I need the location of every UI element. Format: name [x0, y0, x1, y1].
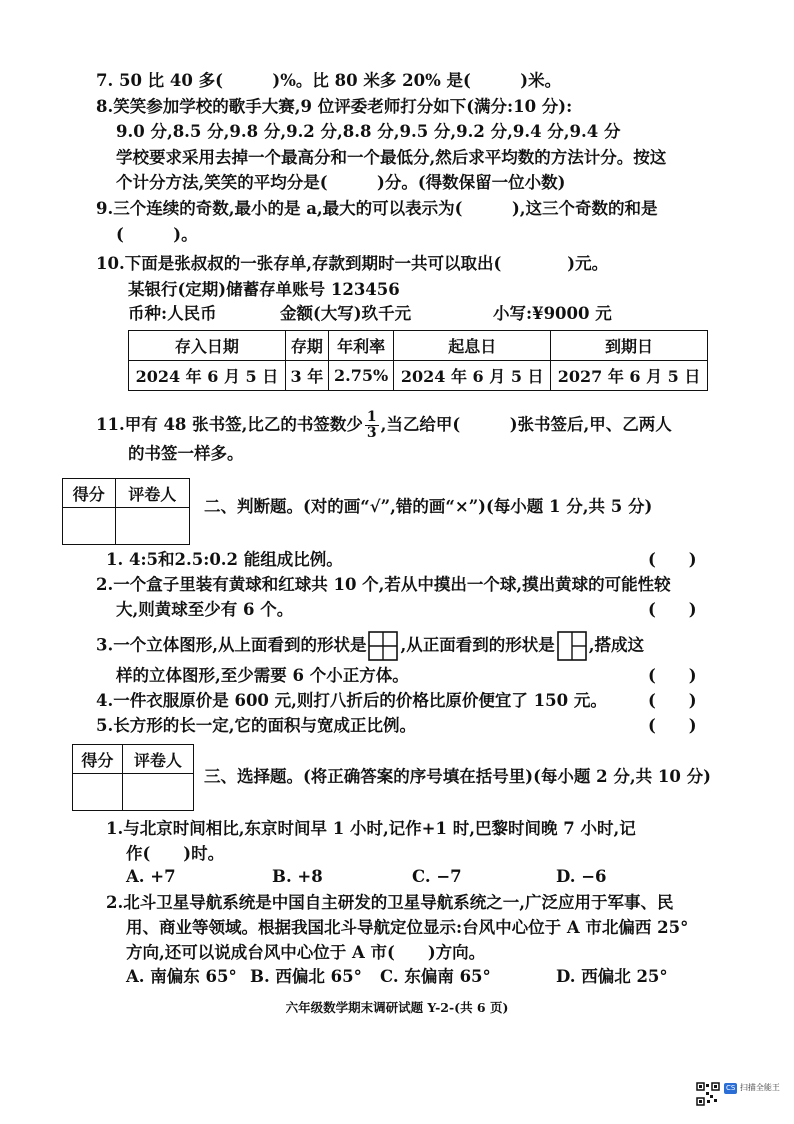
judge-item-2-line2: 大,则黄球至少有 6 个。 [116, 600, 294, 619]
table-cell: 2027 年 6 月 5 日 [551, 361, 708, 391]
deposit-slip-table [128, 330, 708, 391]
table-header: 存期 [285, 331, 328, 361]
choice-q2-line2: 用、商业等领域。根据我国北斗导航定位显示:台风中心位于 A 市北偏西 25° [126, 918, 689, 937]
grader-cell[interactable] [122, 774, 193, 811]
judge-item-3-line1 [96, 631, 644, 661]
question-8-line1: 8.笑笑参加学校的歌手大赛,9 位评委老师打分如下(满分:10 分): [96, 97, 573, 116]
question-8-line4: 个计分方法,笑笑的平均分是( )分。(得数保留一位小数) [116, 173, 566, 192]
question-8-scores: 9.0 分,8.5 分,9.8 分,9.2 分,8.8 分,9.5 分,9.2 分,9.4 分,9.4 分 [116, 122, 621, 141]
choice-q1-line2: 作( )时。 [126, 844, 225, 863]
fraction-denominator: 3 [366, 425, 377, 441]
choice-q2-option-c[interactable]: C. 东偏南 65° [380, 967, 491, 986]
deposit-amount-big: 金额(大写)玖千元 [280, 304, 412, 323]
choice-q1-option-c[interactable]: C. −7 [412, 867, 462, 886]
qr-code-icon [696, 1082, 720, 1106]
scanner-watermark [724, 1082, 780, 1094]
deposit-currency: 币种:人民币 [128, 304, 217, 323]
table-header: 起息日 [394, 331, 551, 361]
fraction-numerator: 1 [366, 409, 377, 425]
fraction [365, 410, 379, 441]
watermark-text: 扫描全能王 [739, 1083, 780, 1092]
score-box-section-3 [72, 744, 194, 811]
choice-q2-option-d[interactable]: D. 西偏北 25° [556, 967, 668, 986]
table-header: 到期日 [551, 331, 708, 361]
choice-q2-line3: 方向,还可以说成台风中心位于 A 市( )方向。 [126, 943, 486, 962]
answer-paren-3[interactable]: ( ) [648, 666, 697, 685]
table-cell: 2024 年 6 月 5 日 [394, 361, 551, 391]
table-row [129, 361, 708, 391]
judge-item-4: 4.一件衣服原价是 600 元,则打八折后的价格比原价便宜了 150 元。 [96, 691, 607, 710]
question-11-part-a: 11.甲有 48 张书签,比乙的书签数少 [96, 415, 363, 434]
cs-logo-icon: CS [726, 1084, 736, 1092]
section-3-title: 三、选择题。(将正确答案的序号填在括号里)(每小题 2 分,共 10 分) [204, 767, 711, 786]
judge-item-1: 1. 4:5和2.5:0.2 能组成比例。 [106, 550, 343, 569]
table-header-row [129, 331, 708, 361]
choice-q1-line1: 1.与北京时间相比,东京时间早 1 小时,记作+1 时,巴黎时间晚 7 小时,记 [106, 819, 636, 838]
choice-q1-option-a[interactable]: A. +7 [126, 867, 176, 886]
question-10-line1: 10.下面是张叔叔的一张存单,存款到期时一共可以取出( )元。 [96, 254, 609, 273]
judge-item-3-line2: 样的立体图形,至少需要 6 个小正方体。 [116, 666, 409, 685]
judge-item-3-part-a: 3.一个立体图形,从上面看到的形状是 [96, 635, 367, 655]
answer-paren-4[interactable]: ( ) [648, 691, 697, 710]
question-9-line1: 9.三个连续的奇数,最小的是 a,最大的可以表示为( ),这三个奇数的和是 [96, 199, 658, 218]
judge-item-5: 5.长方形的长一定,它的面积与宽成正比例。 [96, 716, 416, 735]
front-view-icon [557, 631, 587, 661]
grader-label: 评卷人 [115, 479, 189, 508]
answer-paren-2[interactable]: ( ) [648, 600, 697, 619]
answer-paren-1[interactable]: ( ) [648, 550, 697, 569]
choice-q2-option-b[interactable]: B. 西偏北 65° [250, 967, 362, 986]
score-label: 得分 [63, 479, 116, 508]
page-footer: 六年级数学期末调研试题 Y-2-(共 6 页) [285, 1000, 509, 1015]
table-header: 存入日期 [129, 331, 286, 361]
question-7: 7. 50 比 40 多( )%。比 80 米多 20% 是( )米。 [96, 71, 562, 90]
score-label: 得分 [73, 745, 123, 774]
table-cell: 2.75% [328, 361, 393, 391]
question-9-line2: ( )。 [116, 225, 198, 244]
score-cell[interactable] [63, 508, 116, 545]
question-11-part-b: ,当乙给甲( )张书签后,甲、乙两人 [380, 415, 672, 434]
choice-q2-line1: 2.北斗卫星导航系统是中国自主研发的卫星导航系统之一,广泛应用于军事、民 [106, 893, 674, 912]
choice-q2-option-a[interactable]: A. 南偏东 65° [126, 967, 237, 986]
question-11-line2: 的书签一样多。 [128, 444, 244, 463]
grader-cell[interactable] [115, 508, 189, 545]
table-header: 年利率 [328, 331, 393, 361]
score-cell[interactable] [73, 774, 123, 811]
grader-label: 评卷人 [122, 745, 193, 774]
judge-item-2-line1: 2.一个盒子里装有黄球和红球共 10 个,若从中摸出一个球,摸出黄球的可能性较 [96, 575, 671, 594]
deposit-slip-title: 某银行(定期)储蓄存单账号 123456 [128, 280, 400, 299]
table-cell: 2024 年 6 月 5 日 [129, 361, 286, 391]
choice-q1-option-b[interactable]: B. +8 [272, 867, 323, 886]
table-cell: 3 年 [285, 361, 328, 391]
answer-paren-5[interactable]: ( ) [648, 716, 697, 735]
judge-item-3-part-c: ,搭成这 [588, 635, 644, 655]
choice-q1-option-d[interactable]: D. −6 [556, 867, 607, 886]
question-11-line1 [96, 410, 672, 441]
question-8-line3: 学校要求采用去掉一个最高分和一个最低分,然后求平均数的方法计分。按这 [116, 148, 667, 167]
top-view-icon [368, 631, 398, 661]
score-box-section-2 [62, 478, 190, 545]
section-2-title: 二、判断题。(对的画“√”,错的画“×”)(每小题 1 分,共 5 分) [204, 497, 653, 516]
deposit-amount-small: 小写:¥9000 元 [493, 304, 612, 323]
judge-item-3-part-b: ,从正面看到的形状是 [400, 635, 555, 655]
